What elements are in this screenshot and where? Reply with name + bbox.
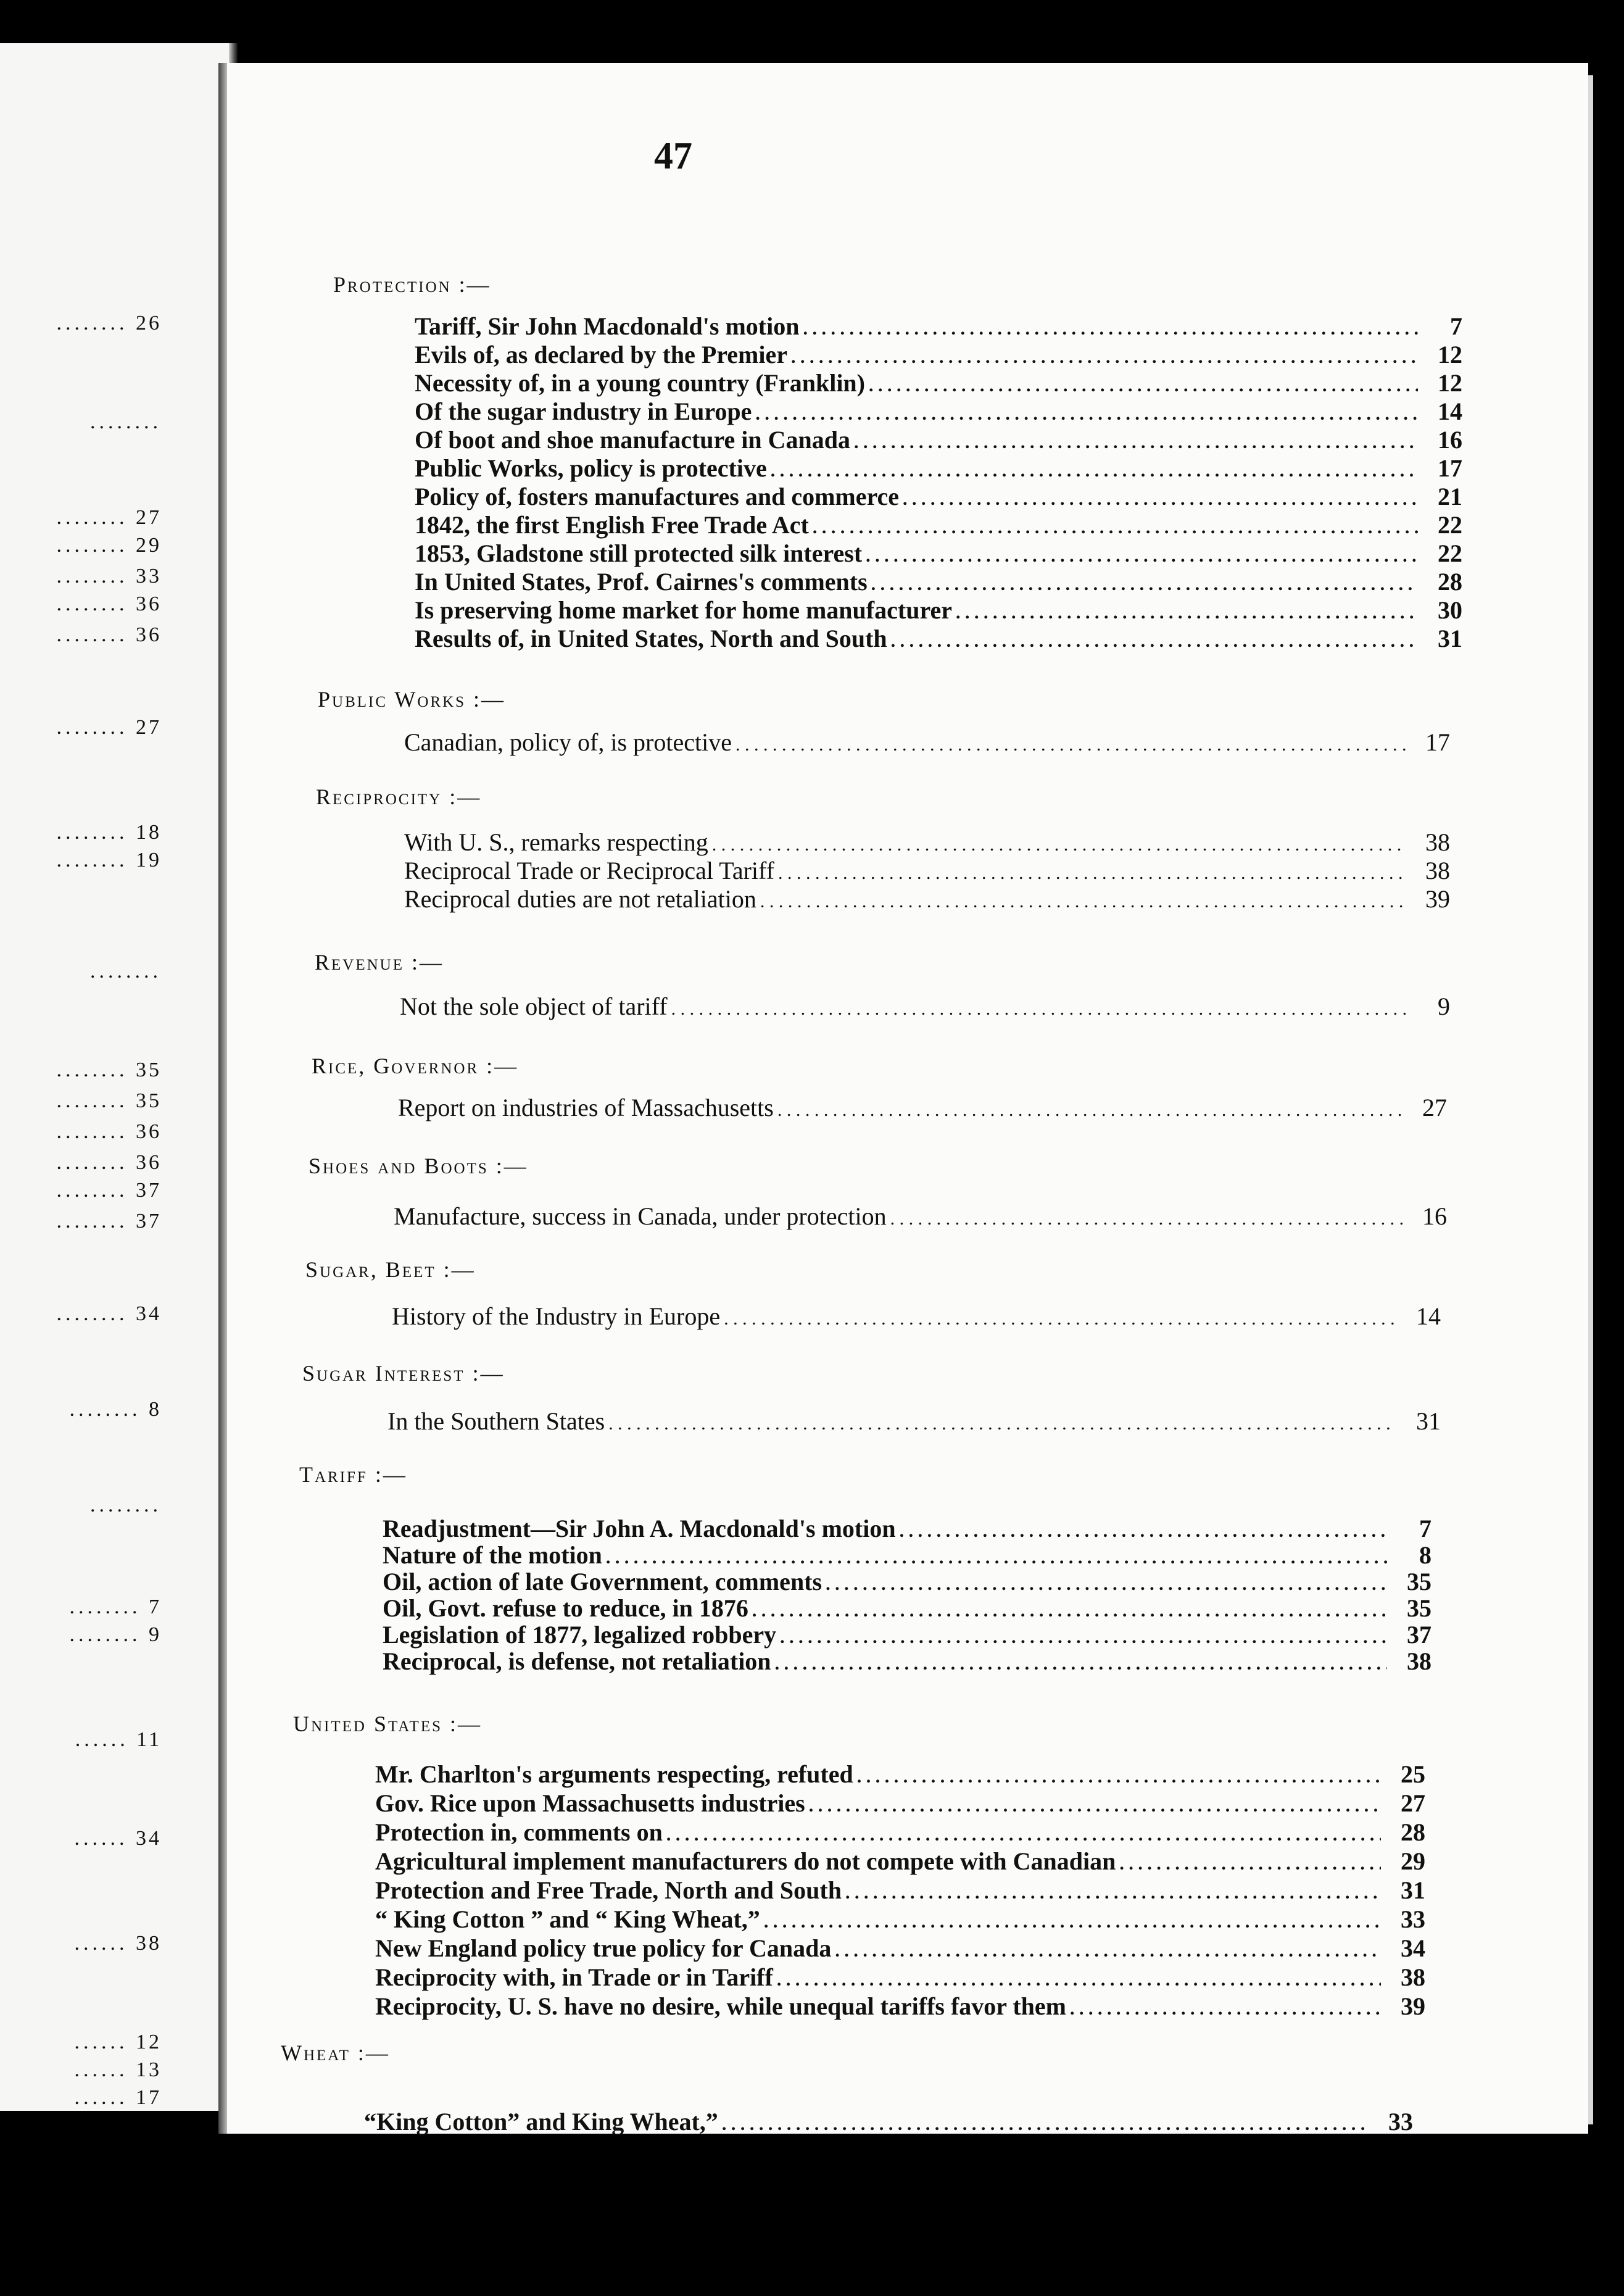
leader-dots: ........ <box>56 821 128 844</box>
leader-dots: ........ <box>56 623 128 646</box>
entry-text: Policy of, fosters manufactures and commerce <box>415 483 899 510</box>
leader-dots: ........ <box>90 960 162 983</box>
page-reference: 34 <box>128 1827 162 1850</box>
entry-text: Necessity of, in a young country (Franklin) <box>415 369 865 397</box>
leader-dots: ...... <box>74 1932 128 1955</box>
entry-text: Legislation of 1877, legalized robbery <box>383 1621 777 1649</box>
leader-dots <box>890 1205 1402 1233</box>
left-page-entry <box>0 716 162 739</box>
leader-dots <box>760 888 1406 916</box>
left-page-entry <box>0 821 162 844</box>
page-gutter-edge <box>218 63 227 2134</box>
entry-text: With U. S., remarks respecting <box>404 828 708 856</box>
entry-text: Reciprocity with, in Trade or in Tariff <box>375 1963 773 1991</box>
page-edge <box>1588 75 1593 2124</box>
entry-text: In United States, Prof. Cairnes's comments <box>415 568 868 596</box>
leader-dots <box>735 731 1406 759</box>
page-reference: 13 <box>128 2058 162 2081</box>
leader-dots <box>869 372 1418 400</box>
entry-text: “King Cotton” and King Wheat,” <box>364 2108 718 2136</box>
leader-dots <box>835 1937 1381 1965</box>
leader-dots <box>755 400 1418 428</box>
page-reference: 38 <box>1425 857 1450 884</box>
entry-text: Canadian, policy of, is protective <box>404 728 732 756</box>
left-page-entry <box>0 1089 162 1113</box>
leader-dots <box>775 1650 1387 1678</box>
page-reference: 36 <box>128 593 162 615</box>
leader-dots: ........ <box>56 1210 128 1233</box>
index-entry <box>415 312 1462 343</box>
index-entry <box>415 454 1462 485</box>
page-reference: 31 <box>1416 1407 1441 1435</box>
entry-text: Not the sole object of tariff <box>400 992 668 1020</box>
leader-dots <box>1070 1995 1381 2023</box>
leader-dots <box>956 599 1418 627</box>
page-reference: 16 <box>1422 1202 1447 1230</box>
entry-text: Reciprocal Trade or Reciprocal Tariff <box>404 857 774 884</box>
index-entry <box>415 426 1462 457</box>
left-page-entry <box>0 565 162 588</box>
entry-text: Manufacture, success in Canada, under protection <box>394 1202 887 1230</box>
entry-text: Readjustment—Sir John A. Macdonald's motion <box>383 1515 896 1542</box>
page-reference: 7 <box>1419 1515 1431 1542</box>
page-reference: 39 <box>1425 885 1450 913</box>
leader-dots <box>777 1966 1381 1994</box>
left-page-entry <box>0 1210 162 1233</box>
left-page-entry <box>0 1494 162 1517</box>
entry-text: Of boot and shoe manufacture in Canada <box>415 426 851 454</box>
page-reference: 19 <box>128 849 162 871</box>
left-page-entry <box>0 506 162 530</box>
index-entry <box>400 992 1450 1023</box>
page-reference: 36 <box>128 1151 162 1174</box>
section-heading: United States :— <box>293 1712 482 1736</box>
left-page-entry <box>0 1302 162 1326</box>
page-reference: 38 <box>1407 1647 1431 1675</box>
index-entry <box>398 1094 1447 1125</box>
index-entry <box>404 857 1450 888</box>
page-reference: 33 <box>1401 1905 1425 1933</box>
leader-dots: ........ <box>90 1494 162 1516</box>
section-heading: Shoes and Boots :— <box>309 1154 528 1178</box>
section-heading: Sugar, Beet :— <box>305 1257 476 1282</box>
entry-text: Mr. Charlton's arguments respecting, refuted <box>375 1760 853 1788</box>
page-reference: 38 <box>1401 1963 1425 1991</box>
left-page-entry <box>0 1151 162 1175</box>
leader-dots <box>666 1821 1381 1849</box>
left-page-entry <box>0 623 162 647</box>
leader-dots <box>608 1410 1396 1438</box>
page-reference: 30 <box>1438 596 1462 624</box>
index-entry <box>375 1876 1425 1907</box>
page-reference: 29 <box>1401 1847 1425 1875</box>
leader-dots: ........ <box>56 1059 128 1081</box>
index-entry <box>394 1202 1447 1233</box>
leader-dots: ........ <box>56 534 128 557</box>
section-heading: Public Works :— <box>318 687 506 712</box>
page-reference: 29 <box>128 534 162 557</box>
entry-text: Oil, action of late Government, comments <box>383 1568 822 1595</box>
leader-dots: ........ <box>69 1623 141 1646</box>
page-reference: 31 <box>1438 625 1462 652</box>
leader-dots: ...... <box>74 1827 128 1850</box>
leader-dots <box>791 343 1418 372</box>
left-page-entry <box>0 1728 162 1752</box>
page-reference: 12 <box>128 2031 162 2053</box>
page-reference: 33 <box>1388 2108 1413 2136</box>
page-reference: 16 <box>1438 426 1462 454</box>
index-entry <box>415 539 1462 570</box>
entry-text: Reciprocity, U. S. have no desire, while unequal tariffs favor them <box>375 1992 1066 2020</box>
left-page-entry <box>0 1932 162 1955</box>
index-entry <box>375 1992 1425 2023</box>
leader-dots: ........ <box>90 410 162 433</box>
leader-dots <box>845 1879 1381 1907</box>
index-entry <box>375 1963 1425 1994</box>
entry-text: New England policy true policy for Canada <box>375 1934 832 1962</box>
index-entry <box>415 625 1462 655</box>
leader-dots: ........ <box>56 1302 128 1325</box>
page-reference: 35 <box>1407 1594 1431 1622</box>
page-reference: 25 <box>1401 1760 1425 1788</box>
leader-dots <box>724 1305 1396 1333</box>
section-heading: Sugar Interest :— <box>302 1361 505 1386</box>
leader-dots <box>903 485 1418 514</box>
page-reference: 14 <box>1416 1302 1441 1330</box>
page-reference: 11 <box>128 1728 162 1751</box>
index-entry <box>375 1934 1425 1965</box>
page-reference: 27 <box>1401 1789 1425 1817</box>
left-page-entry <box>0 1059 162 1082</box>
entry-text: History of the Industry in Europe <box>392 1302 721 1330</box>
leader-dots: ...... <box>74 2058 128 2081</box>
page-reference: 14 <box>1438 397 1462 425</box>
leader-dots: ........ <box>56 506 128 529</box>
page-reference: 27 <box>128 716 162 739</box>
section-heading: Protection :— <box>333 272 491 297</box>
index-entry <box>375 1789 1425 1820</box>
page-reference: 33 <box>128 565 162 588</box>
page-reference: 12 <box>1438 369 1462 397</box>
page-reference: 12 <box>1438 341 1462 368</box>
index-entry <box>392 1302 1441 1333</box>
page-reference: 21 <box>1438 483 1462 510</box>
leader-dots: ........ <box>56 312 128 335</box>
page-reference: 35 <box>128 1059 162 1081</box>
index-entry <box>404 885 1450 916</box>
leader-dots: ........ <box>56 1089 128 1112</box>
page-reference: 37 <box>128 1179 162 1202</box>
leader-dots: ........ <box>69 1398 141 1421</box>
left-page-entry <box>0 960 162 983</box>
index-entry <box>375 1847 1425 1878</box>
entry-text: Gov. Rice upon Massachusetts industries <box>375 1789 805 1817</box>
page-reference: 36 <box>128 623 162 646</box>
page-reference: 39 <box>1401 1992 1425 2020</box>
leader-dots <box>722 2110 1369 2139</box>
leader-dots: ........ <box>56 1120 128 1143</box>
index-entry <box>404 728 1450 759</box>
left-page-entry <box>0 1179 162 1202</box>
leader-dots <box>712 831 1406 859</box>
leader-dots: ........ <box>56 593 128 615</box>
left-page-entry <box>0 312 162 335</box>
entry-text: Public Works, policy is protective <box>415 454 767 482</box>
leader-dots: ........ <box>56 849 128 871</box>
index-entry <box>415 483 1462 514</box>
page-reference: 27 <box>128 506 162 529</box>
page-reference: 28 <box>1438 568 1462 596</box>
page-reference: 22 <box>1438 511 1462 539</box>
page-reference: 36 <box>128 1120 162 1143</box>
page-reference: 38 <box>128 1932 162 1955</box>
left-page-entry <box>0 1623 162 1647</box>
leader-dots: ........ <box>56 716 128 739</box>
page-reference: 22 <box>1438 539 1462 567</box>
entry-text: In the Southern States <box>387 1407 605 1435</box>
left-page-entry <box>0 1595 162 1619</box>
leader-dots <box>809 1792 1381 1820</box>
leader-dots <box>777 1096 1402 1125</box>
leader-dots <box>857 1763 1381 1791</box>
page-reference: 38 <box>1425 828 1450 856</box>
index-entry <box>415 397 1462 428</box>
page-reference: 35 <box>128 1089 162 1112</box>
entry-text: “ King Cotton ” and “ King Wheat,” <box>375 1905 760 1933</box>
page-reference: 7 <box>1450 312 1462 340</box>
entry-text: Agricultural implement manufacturers do not compete with Canadian <box>375 1847 1116 1875</box>
section-heading: Wheat :— <box>281 2040 390 2065</box>
page-reference: 27 <box>1422 1094 1447 1121</box>
entry-text: Protection and Free Trade, North and South <box>375 1876 842 1904</box>
page-reference: 37 <box>128 1210 162 1233</box>
left-page-entry <box>0 593 162 616</box>
leader-dots: ...... <box>74 2031 128 2053</box>
entry-text: 1842, the first English Free Trade Act <box>415 511 809 539</box>
entry-text: Results of, in United States, North and South <box>415 625 887 652</box>
left-page-entry <box>0 2058 162 2082</box>
leader-dots <box>871 570 1418 599</box>
page-reference: 34 <box>1401 1934 1425 1962</box>
leader-dots <box>764 1908 1381 1936</box>
left-page-entry <box>0 1398 162 1421</box>
index-entry <box>415 341 1462 372</box>
index-entry <box>404 828 1450 859</box>
index-entry <box>387 1407 1441 1438</box>
page-reference: 7 <box>141 1595 162 1618</box>
entry-text: 1853, Gladstone still protected silk interest <box>415 539 863 567</box>
page-number: 47 <box>654 135 692 177</box>
left-page-entry <box>0 534 162 557</box>
leader-dots <box>778 859 1406 888</box>
entry-text: Report on industries of Massachusetts <box>398 1094 774 1121</box>
page-reference: 17 <box>1438 454 1462 482</box>
leader-dots <box>1119 1850 1381 1878</box>
leader-dots: ...... <box>74 2086 128 2109</box>
entry-text: Reciprocal, is defense, not retaliation <box>383 1647 771 1675</box>
page-reference: 28 <box>1401 1818 1425 1846</box>
section-heading: Reciprocity :— <box>316 784 482 809</box>
entry-text: Nature of the motion <box>383 1541 602 1569</box>
left-page-entry <box>0 1120 162 1144</box>
section-heading: Rice, Governor :— <box>312 1054 519 1078</box>
page-reference: 9 <box>141 1623 162 1646</box>
index-entry <box>415 568 1462 599</box>
leader-dots: ........ <box>56 1151 128 1174</box>
entry-text: Of the sugar industry in Europe <box>415 397 752 425</box>
leader-dots <box>671 995 1406 1023</box>
leader-dots <box>771 457 1418 485</box>
leader-dots <box>866 542 1418 570</box>
leader-dots <box>813 514 1418 542</box>
left-page-entry <box>0 2031 162 2054</box>
index-entry <box>375 1760 1425 1791</box>
entry-text: Is preserving home market for home manufacturer <box>415 596 952 624</box>
leader-dots: ........ <box>69 1595 141 1618</box>
left-page-entry <box>0 2086 162 2110</box>
left-page-entry <box>0 410 162 434</box>
page-reference: 8 <box>1419 1541 1431 1569</box>
entry-text: Evils of, as declared by the Premier <box>415 341 787 368</box>
leader-dots <box>854 428 1418 457</box>
page-reference: 18 <box>128 821 162 844</box>
entry-text: Reciprocal duties are not retaliation <box>404 885 756 913</box>
index-entry <box>375 1905 1425 1936</box>
left-page-entry <box>0 1827 162 1850</box>
leader-dots <box>803 315 1418 343</box>
index-entry <box>375 1818 1425 1849</box>
index-entry <box>415 511 1462 542</box>
page-reference: 9 <box>1438 992 1450 1020</box>
page-reference: 17 <box>128 2086 162 2109</box>
page-reference: 31 <box>1401 1876 1425 1904</box>
page-reference: 26 <box>128 312 162 335</box>
entry-text: Tariff, Sir John Macdonald's motion <box>415 312 800 340</box>
index-entry <box>415 596 1462 627</box>
page-reference: 35 <box>1407 1568 1431 1595</box>
page-reference: 37 <box>1407 1621 1431 1649</box>
index-entry <box>383 1647 1431 1678</box>
leader-dots: ...... <box>75 1728 129 1751</box>
index-entry <box>364 2108 1413 2139</box>
page-reference: 8 <box>141 1398 162 1421</box>
left-page-entry <box>0 849 162 872</box>
section-heading: Tariff :— <box>299 1462 407 1487</box>
entry-text: Protection in, comments on <box>375 1818 663 1846</box>
leader-dots <box>891 627 1418 655</box>
section-heading: Revenue :— <box>315 950 444 975</box>
entry-text: Oil, Govt. refuse to reduce, in 1876 <box>383 1594 748 1622</box>
index-entry <box>415 369 1462 400</box>
page-reference: 34 <box>128 1302 162 1325</box>
leader-dots: ........ <box>56 1179 128 1202</box>
leader-dots: ........ <box>56 565 128 588</box>
page-reference: 17 <box>1425 728 1450 756</box>
